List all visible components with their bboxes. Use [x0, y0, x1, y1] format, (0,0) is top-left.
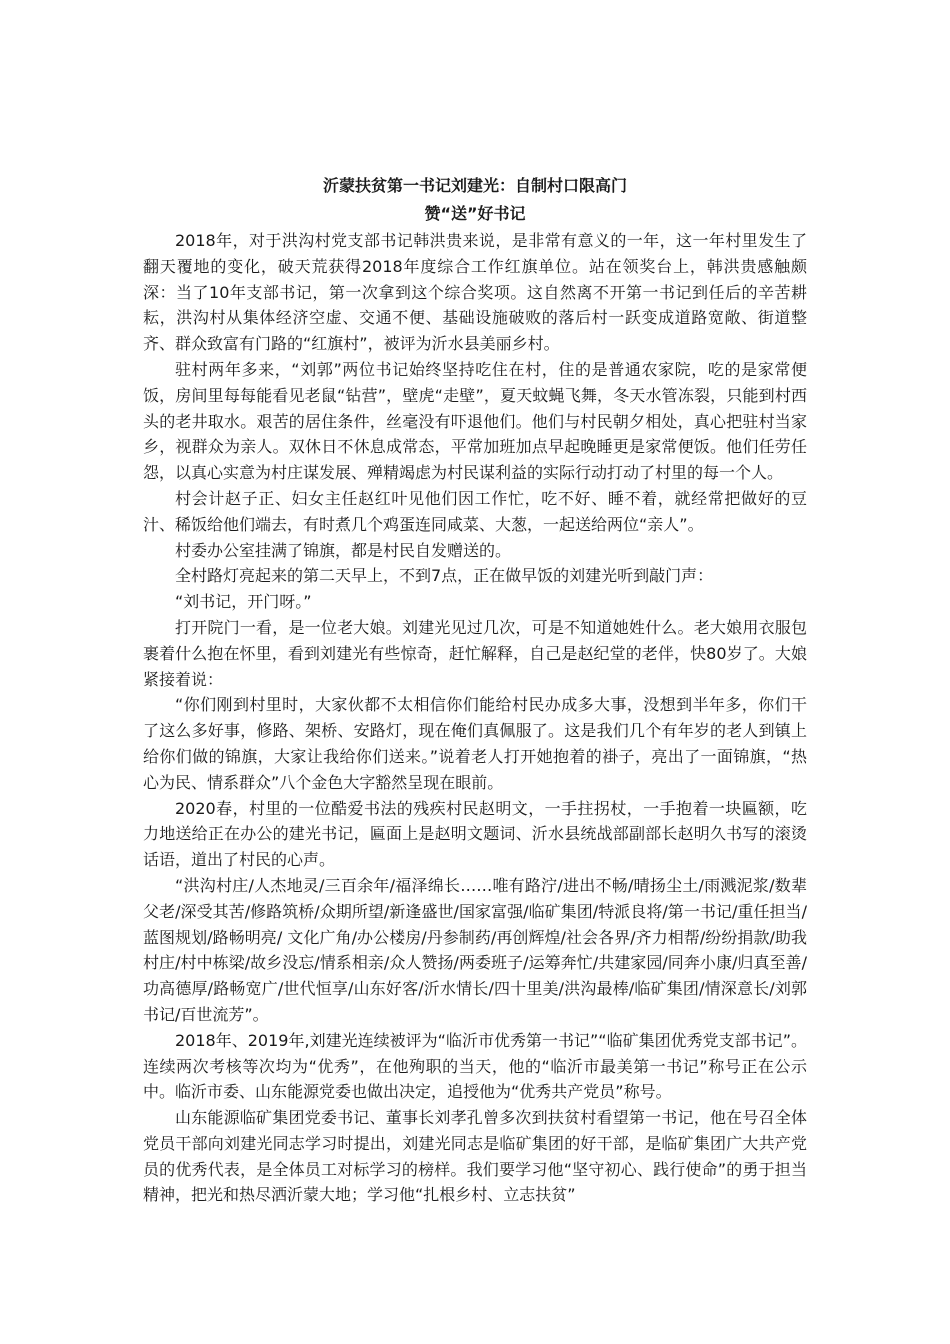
paragraph-4: 村委办公室挂满了锦旗，都是村民自发赠送的。 — [175, 540, 512, 560]
paragraph-6: “刘书记，开门呀。” — [175, 592, 312, 612]
paragraph-5: 全村路灯亮起来的第二天早上，不到7点，正在做早饭的刘建光听到敲门声： — [175, 566, 714, 586]
paragraph-9: 2020春，村里的一位酷爱书法的残疾村民赵明文，一手拄拐杖，一手抱着一块匾额，吃力地送给正在办公的建光书记，匾面上是赵明文题词、沂水县统战部副部长赵明久书写的滚烫话语，道出了村民的心声。 — [143, 798, 807, 870]
document-title-line-2: 赞“送”好书记 — [424, 204, 526, 223]
paragraph-12: 山东能源临矿集团党委书记、董事长刘孝孔曾多次到扶贫村看望第一书记，他在号召全体党员干部向刘建光同志学习时提出，刘建光同志是临矿集团的好干部，是临矿集团广大共产党员的优秀代表，是全体员工对标学习的榜样。我们要学习他“坚守初心、践行使命”的勇于担当精神，把光和热尽洒沂蒙大地；学习他“扎根乡村、立志扶贫” — [143, 1108, 807, 1205]
paragraph-8: “你们刚到村里时，大家伙都不太相信你们能给村民办成多大事，没想到半年多，你们干了这么多好事，修路、架桥、安路灯，现在俺们真佩服了。这是我们几个有年岁的老人到镇上给你们做的锦旗，大家让我给你们送来。”说着老人打开她抱着的褂子，亮出了一面锦旗，“热心为民、情系群众”八个金色大字豁然呈现在眼前。 — [143, 695, 807, 792]
paragraph-2: 驻村两年多来，“刘郭”两位书记始终坚持吃住在村，住的是普通农家院，吃的是家常便饭，房间里每每能看见老鼠“钻营”，壁虎“走壁”，夏天蚊蝇飞舞，冬天水管冻裂，只能到村西头的老井取水。艰苦的居住条件，丝毫没有吓退他们。他们与村民朝夕相处，真心把驻村当家乡，视群众为亲人。双休日不休息成常态，平常加班加点早起晚睡更是家常便饭。他们任劳任怨，以真心实意为村庄谋发展、殚精竭虑为村民谋利益的实际行动打动了村里的每一个人。 — [143, 359, 807, 483]
paragraph-3: 村会计赵子正、妇女主任赵红叶见他们因工作忙，吃不好、睡不着，就经常把做好的豆汁、稀饭给他们端去，有时煮几个鸡蛋连同咸菜、大葱，一起送给两位“亲人”。 — [143, 488, 807, 534]
paragraph-10: “洪沟村庄/人杰地灵/三百余年/福泽绵长……唯有路泞/进出不畅/晴扬尘土/雨溅泥浆/数辈父老/深受其苦/修路筑桥/众期所望/新逢盛世/国家富强/临矿集团/特派良将/第一书记/重任担当/蓝图规划/路畅明亮/ 文化广角/办公楼房/丹参制药/再创辉煌/社会各界/齐力相帮/纷纷捐款/助我村庄/村中栋梁/故乡没忘/情系相亲/众人赞扬/两委班子/运筹奔忙/共建家园/同奔小康/归真至善/功高德厚/路畅宽广/世代恒享/山东好客/沂水情长/四十里美/洪沟最棒/临矿集团/情深意长/刘郭书记/百世流芳”。 — [143, 875, 807, 1024]
document-title-line-1: 沂蒙扶贫第一书记刘建光：自制村口限高门 — [322, 176, 627, 195]
paragraph-7: 打开院门一看，是一位老大娘。刘建光见过几次，可是不知道她姓什么。老大娘用衣服包裹着什么抱在怀里，看到刘建光有些惊奇，赶忙解释，自己是赵纪堂的老伴，快80岁了。大娘紧接着说： — [143, 617, 807, 689]
paragraph-1: 2018年，对于洪沟村党支部书记韩洪贵来说，是非常有意义的一年，这一年村里发生了翻天覆地的变化，破天荒获得2018年度综合工作红旗单位。站在领奖台上，韩洪贵感触颇深：当了10年支部书记，第一次拿到这个综合奖项。这自然离不开第一书记到任后的辛苦耕耘，洪沟村从集体经济空虚、交通不便、基础设施破败的落后村一跃变成道路宽敞、街道整齐、群众致富有门路的“红旗村”，被评为沂水县美丽乡村。 — [143, 231, 807, 354]
paragraph-11: 2018年、2019年,刘建光连续被评为“临沂市优秀第一书记”“临矿集团优秀党支部书记”。连续两次考核等次均为“优秀”，在他殉职的当天，他的“临沂市最美第一书记”称号正在公示中。临沂市委、山东能源党委也做出决定，追授他为“优秀共产党员”称号。 — [143, 1030, 807, 1102]
document-page — [143, 172, 807, 1208]
